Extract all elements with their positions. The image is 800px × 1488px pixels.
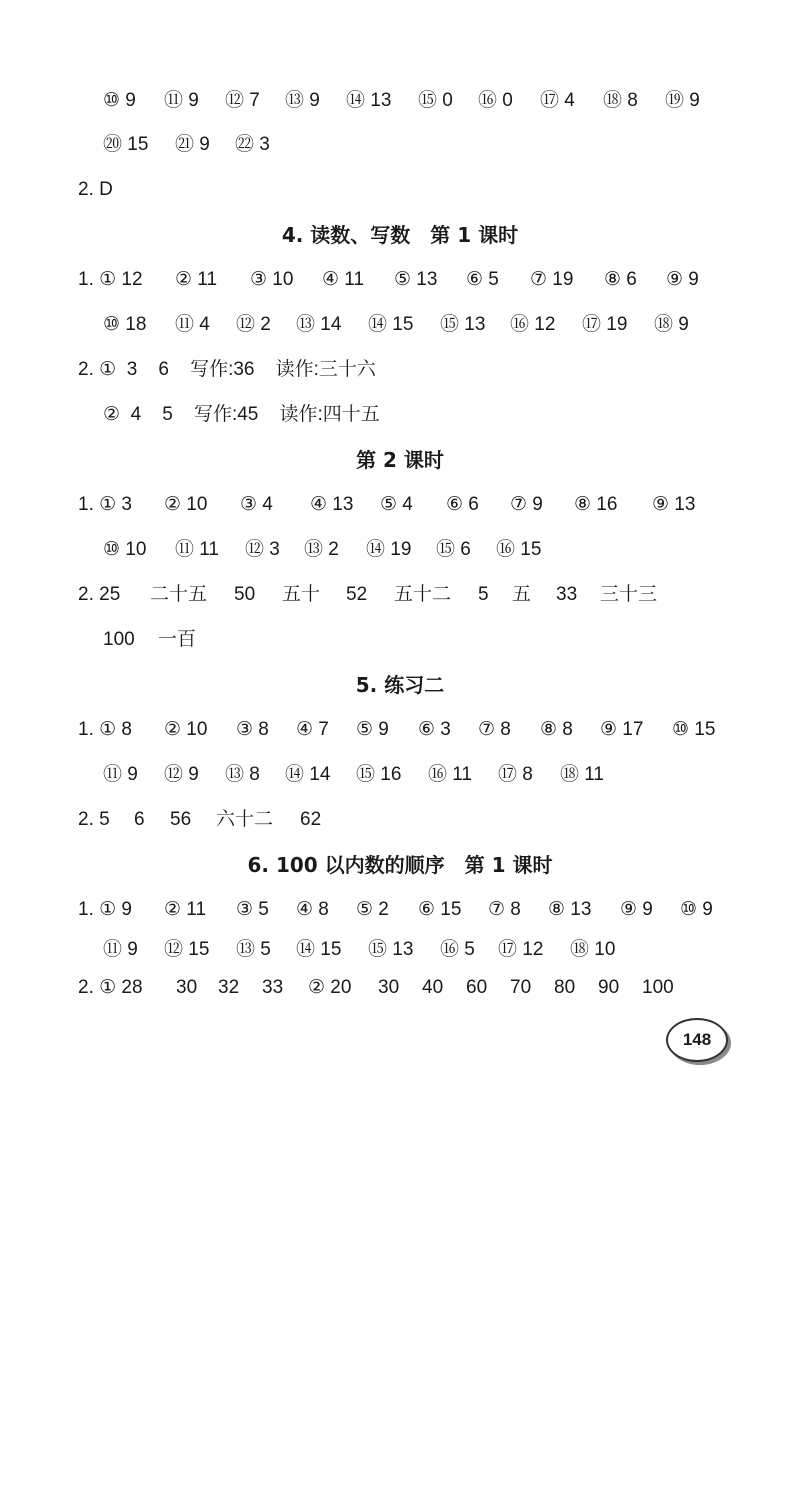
answer-item: ⑦ 8 bbox=[488, 899, 521, 920]
section-5-title: 5. 练习二 bbox=[355, 673, 445, 697]
answer-item: ⑯ 11 bbox=[428, 764, 473, 785]
answer-item: ⑥ 5 bbox=[466, 269, 499, 290]
answer-item: 1. ① 12 bbox=[78, 269, 143, 290]
answer-item: ⑰ 8 bbox=[498, 764, 533, 785]
answer-item: ② 4 5 写作:45 读作:四十五 bbox=[103, 404, 380, 425]
s4-q1-line-1 bbox=[0, 260, 800, 300]
s3-q2 bbox=[0, 170, 800, 210]
answer-item: ⑭ 19 bbox=[366, 539, 412, 560]
s5-q1-line-2 bbox=[0, 755, 800, 795]
answer-item: ⑨ 9 bbox=[666, 269, 699, 290]
answer-item: ⑮ 6 bbox=[436, 539, 471, 560]
answer-item: ⑨ 13 bbox=[652, 494, 696, 515]
answer-item: ② 11 bbox=[164, 899, 207, 920]
answer-item: ⑤ 13 bbox=[394, 269, 438, 290]
answer-item: 30 bbox=[378, 977, 400, 998]
answer-item: 100 bbox=[642, 977, 674, 998]
answer-item: 60 bbox=[466, 977, 488, 998]
answer-item: ⑩ 9 bbox=[680, 899, 713, 920]
answer-item: 1. ① 3 bbox=[78, 494, 133, 515]
answer-item: ㉒ 3 bbox=[235, 134, 270, 155]
s4-p2-q2-line-2 bbox=[0, 620, 800, 660]
answer-item: 5 bbox=[478, 584, 489, 605]
answer-item: 33 bbox=[262, 977, 284, 998]
answer-item: ⑬ 9 bbox=[285, 90, 320, 111]
answer-item: 32 bbox=[218, 977, 240, 998]
answer-item: ⑯ 12 bbox=[510, 314, 556, 335]
s5-q2 bbox=[0, 800, 800, 840]
answer-item: ⑱ 10 bbox=[570, 939, 616, 960]
s4-p2-q1-line-2 bbox=[0, 530, 800, 570]
answer-item: ⑮ 0 bbox=[418, 90, 453, 111]
answer-item: ⑫ 7 bbox=[225, 90, 260, 111]
answer-item: ⑪ 9 bbox=[103, 764, 138, 785]
answer-item: 40 bbox=[422, 977, 444, 998]
answer-item: ⑲ 9 bbox=[665, 90, 700, 111]
answer-item: ③ 5 bbox=[236, 899, 269, 920]
answer-item: ⑧ 8 bbox=[540, 719, 573, 740]
answer-item: 2. ① 3 6 写作:36 读作:三十六 bbox=[78, 359, 376, 380]
answer-item: ⑯ 0 bbox=[478, 90, 513, 111]
answer-item: ② 10 bbox=[164, 719, 208, 740]
answer-item: 100 bbox=[103, 629, 135, 650]
answer-item: ⑧ 6 bbox=[604, 269, 637, 290]
answer-item: ⑥ 3 bbox=[418, 719, 451, 740]
answer-item: 三十三 bbox=[600, 584, 658, 605]
answer-item: ⑥ 15 bbox=[418, 899, 462, 920]
page-number: 148 bbox=[666, 1018, 728, 1062]
answer-item: 56 bbox=[170, 809, 192, 830]
answer-item: ⑫ 3 bbox=[245, 539, 280, 560]
answer-item: 80 bbox=[554, 977, 576, 998]
answer-item: ⑤ 4 bbox=[380, 494, 413, 515]
answer-item: ⑫ 2 bbox=[236, 314, 271, 335]
answer-item: ⑯ 5 bbox=[440, 939, 475, 960]
answer-item: 二十五 bbox=[150, 584, 208, 605]
answer-item: ④ 13 bbox=[310, 494, 354, 515]
answer-item: 2. D bbox=[78, 179, 113, 200]
answer-item: ⑦ 8 bbox=[478, 719, 511, 740]
answer-item: ⑦ 9 bbox=[510, 494, 543, 515]
s6-q2 bbox=[0, 968, 800, 1008]
answer-item: ⑨ 17 bbox=[600, 719, 644, 740]
answer-item: ⑧ 16 bbox=[574, 494, 618, 515]
answer-item: ⑬ 2 bbox=[304, 539, 339, 560]
answer-item: 五十 bbox=[282, 584, 321, 605]
answer-item: ⑩ 9 bbox=[103, 90, 136, 111]
answer-item: ⑤ 2 bbox=[356, 899, 389, 920]
answer-item: ⑭ 14 bbox=[285, 764, 331, 785]
s5-q1-line-1 bbox=[0, 710, 800, 750]
answer-item: ⑳ 15 bbox=[103, 134, 149, 155]
answer-item: ⑭ 13 bbox=[346, 90, 392, 111]
answer-item: ⑫ 9 bbox=[164, 764, 199, 785]
answer-item: ⑱ 9 bbox=[654, 314, 689, 335]
answer-item: ⑪ 9 bbox=[103, 939, 138, 960]
answer-item: 五 bbox=[512, 584, 532, 605]
s4-p2-q2-line-1 bbox=[0, 575, 800, 615]
answer-item: ⑭ 15 bbox=[296, 939, 342, 960]
answer-item: ② 20 bbox=[308, 977, 352, 998]
answer-item: ⑫ 15 bbox=[164, 939, 210, 960]
answer-item: ③ 8 bbox=[236, 719, 269, 740]
answer-item: 62 bbox=[300, 809, 322, 830]
answer-item: ㉑ 9 bbox=[175, 134, 210, 155]
s4-q2-line-2 bbox=[0, 395, 800, 435]
answer-item: ⑮ 16 bbox=[356, 764, 402, 785]
answer-item: ⑱ 11 bbox=[560, 764, 605, 785]
answer-item: ⑪ 11 bbox=[175, 539, 220, 560]
answer-item: ⑪ 9 bbox=[164, 90, 199, 111]
answer-item: 30 bbox=[176, 977, 198, 998]
answer-item: 2. 25 bbox=[78, 584, 121, 605]
answer-item: 五十二 bbox=[394, 584, 452, 605]
answer-item: 2. ① 28 bbox=[78, 977, 143, 998]
answer-item: ⑰ 19 bbox=[582, 314, 628, 335]
s3-line-1 bbox=[0, 81, 800, 121]
answer-item: 33 bbox=[556, 584, 578, 605]
answer-item: ⑧ 13 bbox=[548, 899, 592, 920]
answer-item: 1. ① 9 bbox=[78, 899, 133, 920]
answer-item: ⑬ 8 bbox=[225, 764, 260, 785]
answer-item: ⑩ 10 bbox=[103, 539, 147, 560]
s6-q1-line-1 bbox=[0, 890, 800, 930]
answer-item: ⑰ 4 bbox=[540, 90, 575, 111]
answer-item: ④ 11 bbox=[322, 269, 365, 290]
answer-item: ⑱ 8 bbox=[603, 90, 638, 111]
answer-item: 一百 bbox=[158, 629, 197, 650]
answer-item: 90 bbox=[598, 977, 620, 998]
section-4-title: 4. 读数、写数 第 1 课时 bbox=[281, 223, 519, 247]
answer-item: ⑯ 15 bbox=[496, 539, 542, 560]
answer-item: 50 bbox=[234, 584, 256, 605]
answer-item: ④ 8 bbox=[296, 899, 329, 920]
answer-item: ⑩ 18 bbox=[103, 314, 147, 335]
answer-item: ⑪ 4 bbox=[175, 314, 210, 335]
answer-item: ⑮ 13 bbox=[440, 314, 486, 335]
answer-item: 1. ① 8 bbox=[78, 719, 133, 740]
answer-item: ④ 7 bbox=[296, 719, 329, 740]
section-6-title: 6. 100 以内数的顺序 第 1 课时 bbox=[247, 853, 553, 877]
answer-item: ③ 10 bbox=[250, 269, 294, 290]
answer-item: ⑭ 15 bbox=[368, 314, 414, 335]
answer-item: ③ 4 bbox=[240, 494, 273, 515]
answer-item: ⑤ 9 bbox=[356, 719, 389, 740]
answer-item: 六十二 bbox=[216, 809, 274, 830]
answer-item: 70 bbox=[510, 977, 532, 998]
answer-item: ② 10 bbox=[164, 494, 208, 515]
answer-item: 52 bbox=[346, 584, 368, 605]
s4-q2-line-1 bbox=[0, 350, 800, 390]
answer-item: ⑨ 9 bbox=[620, 899, 653, 920]
answer-item: 6 bbox=[134, 809, 145, 830]
s3-line-2 bbox=[0, 125, 800, 165]
answer-item: ⑩ 15 bbox=[672, 719, 716, 740]
s4-p2-q1-line-1 bbox=[0, 485, 800, 525]
answer-item: ⑬ 14 bbox=[296, 314, 342, 335]
answer-item: ⑮ 13 bbox=[368, 939, 414, 960]
answer-item: ⑬ 5 bbox=[236, 939, 271, 960]
lesson-2-title: 第 2 课时 bbox=[356, 448, 444, 472]
answer-item: ⑰ 12 bbox=[498, 939, 544, 960]
answer-item: ⑥ 6 bbox=[446, 494, 479, 515]
s4-q1-line-2 bbox=[0, 305, 800, 345]
answer-item: ⑦ 19 bbox=[530, 269, 574, 290]
s6-q1-line-2 bbox=[0, 930, 800, 970]
answer-item: 2. 5 bbox=[78, 809, 110, 830]
answer-item: ② 11 bbox=[175, 269, 218, 290]
